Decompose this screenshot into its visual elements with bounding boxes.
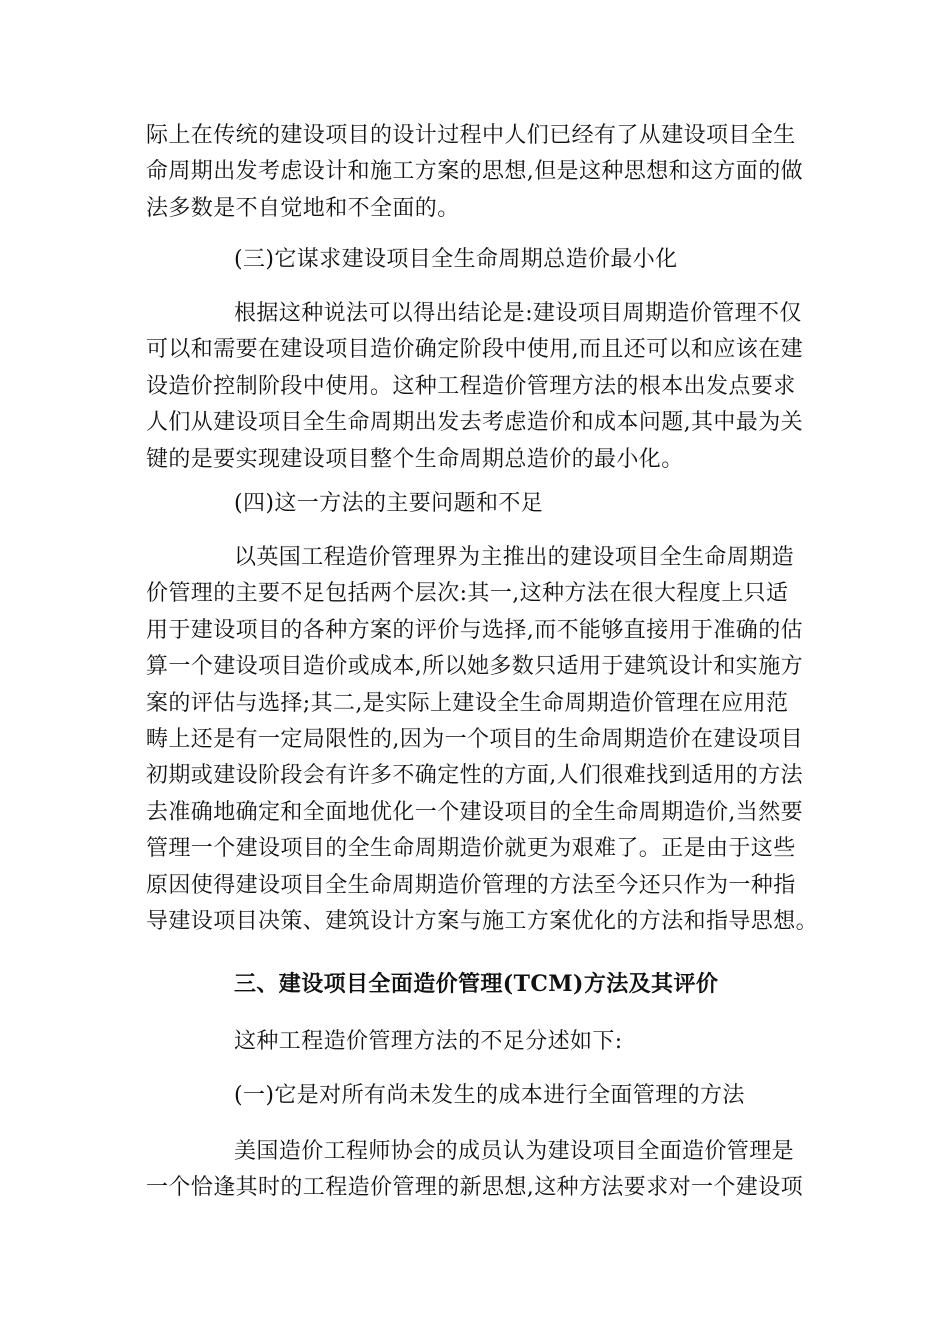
text-line: 键的是要实现建设项目整个生命周期总造价的最小化。	[146, 446, 684, 472]
text-line: 际上在传统的建设项目的设计过程中人们已经有了从建设项目全生	[146, 123, 796, 148]
subheading-four	[146, 486, 810, 522]
text-line: 案的评估与选择;其二,是实际上建设全生命周期造价管理在应用范	[146, 690, 789, 716]
subheading-text: (三)它谋求建设项目全生命周期总造价最小化	[234, 247, 678, 272]
text-line: 人们从建设项目全生命周期出发去考虑造价和成本问题,其中最为关	[146, 410, 803, 436]
paragraph-conclusion	[146, 296, 810, 478]
subheading-three	[146, 242, 810, 278]
subheading-one	[146, 1078, 810, 1114]
text-line: 美国造价工程师协会的成员认为建设项目全面造价管理是	[234, 1139, 795, 1164]
text-line: 命周期出发考虑设计和施工方案的思想,但是这种思想和这方面的做	[146, 159, 803, 185]
text-line: 可以和需要在建设项目造价确定阶段中使用,而且还可以和应该在建	[146, 337, 803, 363]
paragraph-shortcomings	[146, 540, 819, 940]
text-line: 算一个建设项目造价或成本,所以她多数只适用于建筑设计和实施方	[146, 654, 803, 680]
text-line: 畴上还是有一定局限性的,因为一个项目的生命周期造价在建设项目	[146, 727, 803, 753]
text-line: 法多数是不自觉地和不全面的。	[146, 195, 460, 221]
text-line: 一个恰逢其时的工程造价管理的新思想,这种方法要求对一个建设项	[146, 1175, 803, 1201]
text-line: 这种工程造价管理方法的不足分述如下:	[234, 1029, 623, 1054]
paragraph-american-association	[146, 1134, 810, 1207]
paragraph-continuation	[146, 118, 810, 227]
text-line: 用于建设项目的各种方案的评价与选择,而不能够直接用于准确的估	[146, 617, 803, 643]
text-line: 根据这种说法可以得出结论是:建设项目周期造价管理不仅	[234, 301, 802, 326]
text-line: 管理一个建设项目的全生命周期造价就更为艰难了。正是由于这些	[146, 836, 796, 862]
subheading-text: (四)这一方法的主要问题和不足	[234, 491, 544, 516]
section-heading-three	[146, 966, 810, 1002]
text-line: 以英国工程造价管理界为主推出的建设项目全生命周期造	[234, 545, 795, 570]
paragraph-intro	[146, 1024, 810, 1060]
text-line: 价管理的主要不足包括两个层次:其一,这种方法在很大程度上只适	[146, 581, 789, 607]
text-line: 去准确地确定和全面地优化一个建设项目的全生命周期造价,当然要	[146, 799, 803, 825]
text-line: 导建设项目决策、建筑设计方案与施工方案优化的方法和指导思想。	[146, 909, 819, 935]
text-line: 设造价控制阶段中使用。这种工程造价管理方法的根本出发点要求	[146, 373, 796, 399]
text-line: 原因使得建设项目全生命周期造价管理的方法至今还只作为一种指	[146, 872, 796, 898]
text-line: 初期或建设阶段会有许多不确定性的方面,人们很难找到适用的方法	[146, 763, 803, 789]
subheading-text: (一)它是对所有尚未发生的成本进行全面管理的方法	[234, 1083, 745, 1108]
section-heading-text: 三、建设项目全面造价管理(TCM)方法及其评价	[234, 971, 719, 997]
